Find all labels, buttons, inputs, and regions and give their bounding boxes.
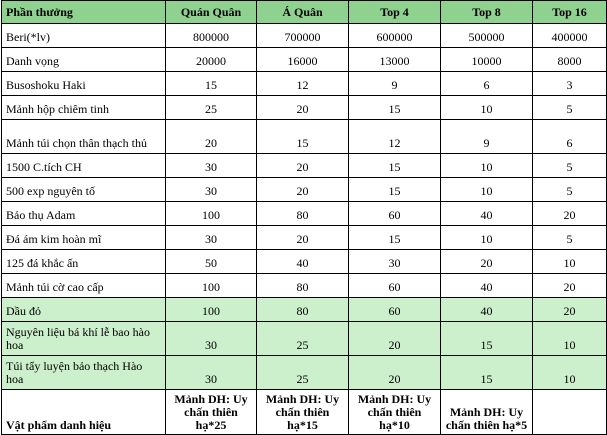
table-cell: 40 bbox=[441, 298, 533, 322]
footer-cell: Mảnh DH: Uy chấn thiên hạ*25 bbox=[166, 390, 257, 435]
row-label: Mảnh túi chọn thân thạch thủ bbox=[2, 120, 166, 154]
footer-row bbox=[2, 390, 607, 435]
table-cell: 20 bbox=[533, 202, 607, 226]
table-row bbox=[2, 48, 607, 72]
footer-cell: Mảnh DH: Uy chấn thiên hạ*15 bbox=[257, 390, 349, 435]
table-cell: 10 bbox=[533, 322, 607, 356]
table-cell: 10 bbox=[441, 96, 533, 120]
table-row bbox=[2, 274, 607, 298]
table-row bbox=[2, 24, 607, 48]
footer-cell: Mảnh DH: Uy chấn thiên hạ*10 bbox=[349, 390, 441, 435]
table-cell: 20 bbox=[349, 356, 441, 390]
footer-cell: Mảnh DH: Uy chấn thiên hạ*5 bbox=[441, 390, 533, 435]
table-cell: 10000 bbox=[441, 48, 533, 72]
table-cell: 20 bbox=[533, 298, 607, 322]
table-cell: 10 bbox=[441, 154, 533, 178]
table-cell: 40 bbox=[257, 250, 349, 274]
header-top8: Top 8 bbox=[441, 1, 533, 24]
table-cell: 20 bbox=[349, 322, 441, 356]
table-row bbox=[2, 226, 607, 250]
table-row bbox=[2, 178, 607, 202]
table-cell: 20 bbox=[257, 154, 349, 178]
header-row bbox=[2, 1, 607, 24]
footer-cell bbox=[533, 390, 607, 435]
table-cell: 100 bbox=[166, 202, 257, 226]
table-cell: 10 bbox=[533, 250, 607, 274]
row-label: Nguyên liệu bá khí lễ bao hào hoa bbox=[2, 322, 166, 356]
table-cell: 30 bbox=[166, 322, 257, 356]
table-cell: 9 bbox=[441, 120, 533, 154]
table-cell: 60 bbox=[349, 298, 441, 322]
table-cell: 30 bbox=[166, 154, 257, 178]
table-cell: 5 bbox=[533, 178, 607, 202]
table-cell: 30 bbox=[166, 226, 257, 250]
table-cell: 40 bbox=[441, 202, 533, 226]
table-cell: 15 bbox=[349, 178, 441, 202]
table-cell: 20000 bbox=[166, 48, 257, 72]
table-cell: 600000 bbox=[349, 24, 441, 48]
table-cell: 80 bbox=[257, 274, 349, 298]
row-label: 500 exp nguyên tố bbox=[2, 178, 166, 202]
row-label: 1500 C.tích CH bbox=[2, 154, 166, 178]
table-row bbox=[2, 356, 607, 390]
table-cell: 30 bbox=[166, 178, 257, 202]
header-top16: Top 16 bbox=[533, 1, 607, 24]
table-cell: 16000 bbox=[257, 48, 349, 72]
table-cell: 30 bbox=[349, 250, 441, 274]
row-label: Danh vọng bbox=[2, 48, 166, 72]
table-cell: 5 bbox=[533, 226, 607, 250]
table-cell: 700000 bbox=[257, 24, 349, 48]
table-cell: 5 bbox=[533, 96, 607, 120]
row-label: Dầu đỏ bbox=[2, 298, 166, 322]
row-label: 125 đá khắc ấn bbox=[2, 250, 166, 274]
table-row bbox=[2, 96, 607, 120]
table-cell: 50 bbox=[166, 250, 257, 274]
table-cell: 9 bbox=[349, 72, 441, 96]
footer-label: Vật phẩm danh hiệu bbox=[2, 390, 166, 435]
table-cell: 6 bbox=[441, 72, 533, 96]
row-label: Bảo thụ Adam bbox=[2, 202, 166, 226]
table-cell: 15 bbox=[441, 322, 533, 356]
table-cell: 25 bbox=[257, 322, 349, 356]
table-cell: 12 bbox=[349, 120, 441, 154]
table-cell: 10 bbox=[441, 178, 533, 202]
table-row bbox=[2, 202, 607, 226]
header-runner-up: Á Quân bbox=[257, 1, 349, 24]
table-row bbox=[2, 322, 607, 356]
table-cell: 5 bbox=[533, 154, 607, 178]
table-cell: 400000 bbox=[533, 24, 607, 48]
table-body bbox=[2, 24, 607, 435]
reward-table bbox=[1, 0, 607, 435]
table-row bbox=[2, 154, 607, 178]
table-cell: 20 bbox=[257, 96, 349, 120]
table-cell: 60 bbox=[349, 274, 441, 298]
table-cell: 30 bbox=[166, 356, 257, 390]
table-cell: 25 bbox=[166, 96, 257, 120]
row-label: Đá ám kim hoàn mĩ bbox=[2, 226, 166, 250]
table-cell: 20 bbox=[166, 120, 257, 154]
table-cell: 6 bbox=[533, 120, 607, 154]
table-row bbox=[2, 120, 607, 154]
table-cell: 10 bbox=[441, 226, 533, 250]
table-cell: 8000 bbox=[533, 48, 607, 72]
row-label: Mảnh túi cờ cao cấp bbox=[2, 274, 166, 298]
table-cell: 80 bbox=[257, 202, 349, 226]
table-row bbox=[2, 250, 607, 274]
row-label: Busoshoku Haki bbox=[2, 72, 166, 96]
table-cell: 15 bbox=[441, 356, 533, 390]
table-cell: 60 bbox=[349, 202, 441, 226]
header-top4: Top 4 bbox=[349, 1, 441, 24]
table-cell: 800000 bbox=[166, 24, 257, 48]
table-cell: 15 bbox=[257, 120, 349, 154]
header-champion: Quán Quân bbox=[166, 1, 257, 24]
table-cell: 10 bbox=[533, 356, 607, 390]
table-cell: 20 bbox=[533, 274, 607, 298]
row-label: Túi tẩy luyện bảo thạch Hào hoa bbox=[2, 356, 166, 390]
table-cell: 3 bbox=[533, 72, 607, 96]
table-cell: 500000 bbox=[441, 24, 533, 48]
table-cell: 20 bbox=[441, 250, 533, 274]
table-row bbox=[2, 72, 607, 96]
table-cell: 15 bbox=[166, 72, 257, 96]
table-cell: 100 bbox=[166, 298, 257, 322]
table-cell: 100 bbox=[166, 274, 257, 298]
table-cell: 15 bbox=[349, 154, 441, 178]
table-cell: 20 bbox=[257, 226, 349, 250]
row-label: Beri(*lv) bbox=[2, 24, 166, 48]
table-cell: 15 bbox=[349, 226, 441, 250]
header-reward: Phần thưởng bbox=[2, 1, 166, 24]
row-label: Mảnh hộp chiêm tinh bbox=[2, 96, 166, 120]
table-cell: 12 bbox=[257, 72, 349, 96]
table-cell: 20 bbox=[257, 178, 349, 202]
table-cell: 13000 bbox=[349, 48, 441, 72]
table-cell: 15 bbox=[349, 96, 441, 120]
table-cell: 80 bbox=[257, 298, 349, 322]
table-cell: 25 bbox=[257, 356, 349, 390]
table-row bbox=[2, 298, 607, 322]
table-cell: 40 bbox=[441, 274, 533, 298]
